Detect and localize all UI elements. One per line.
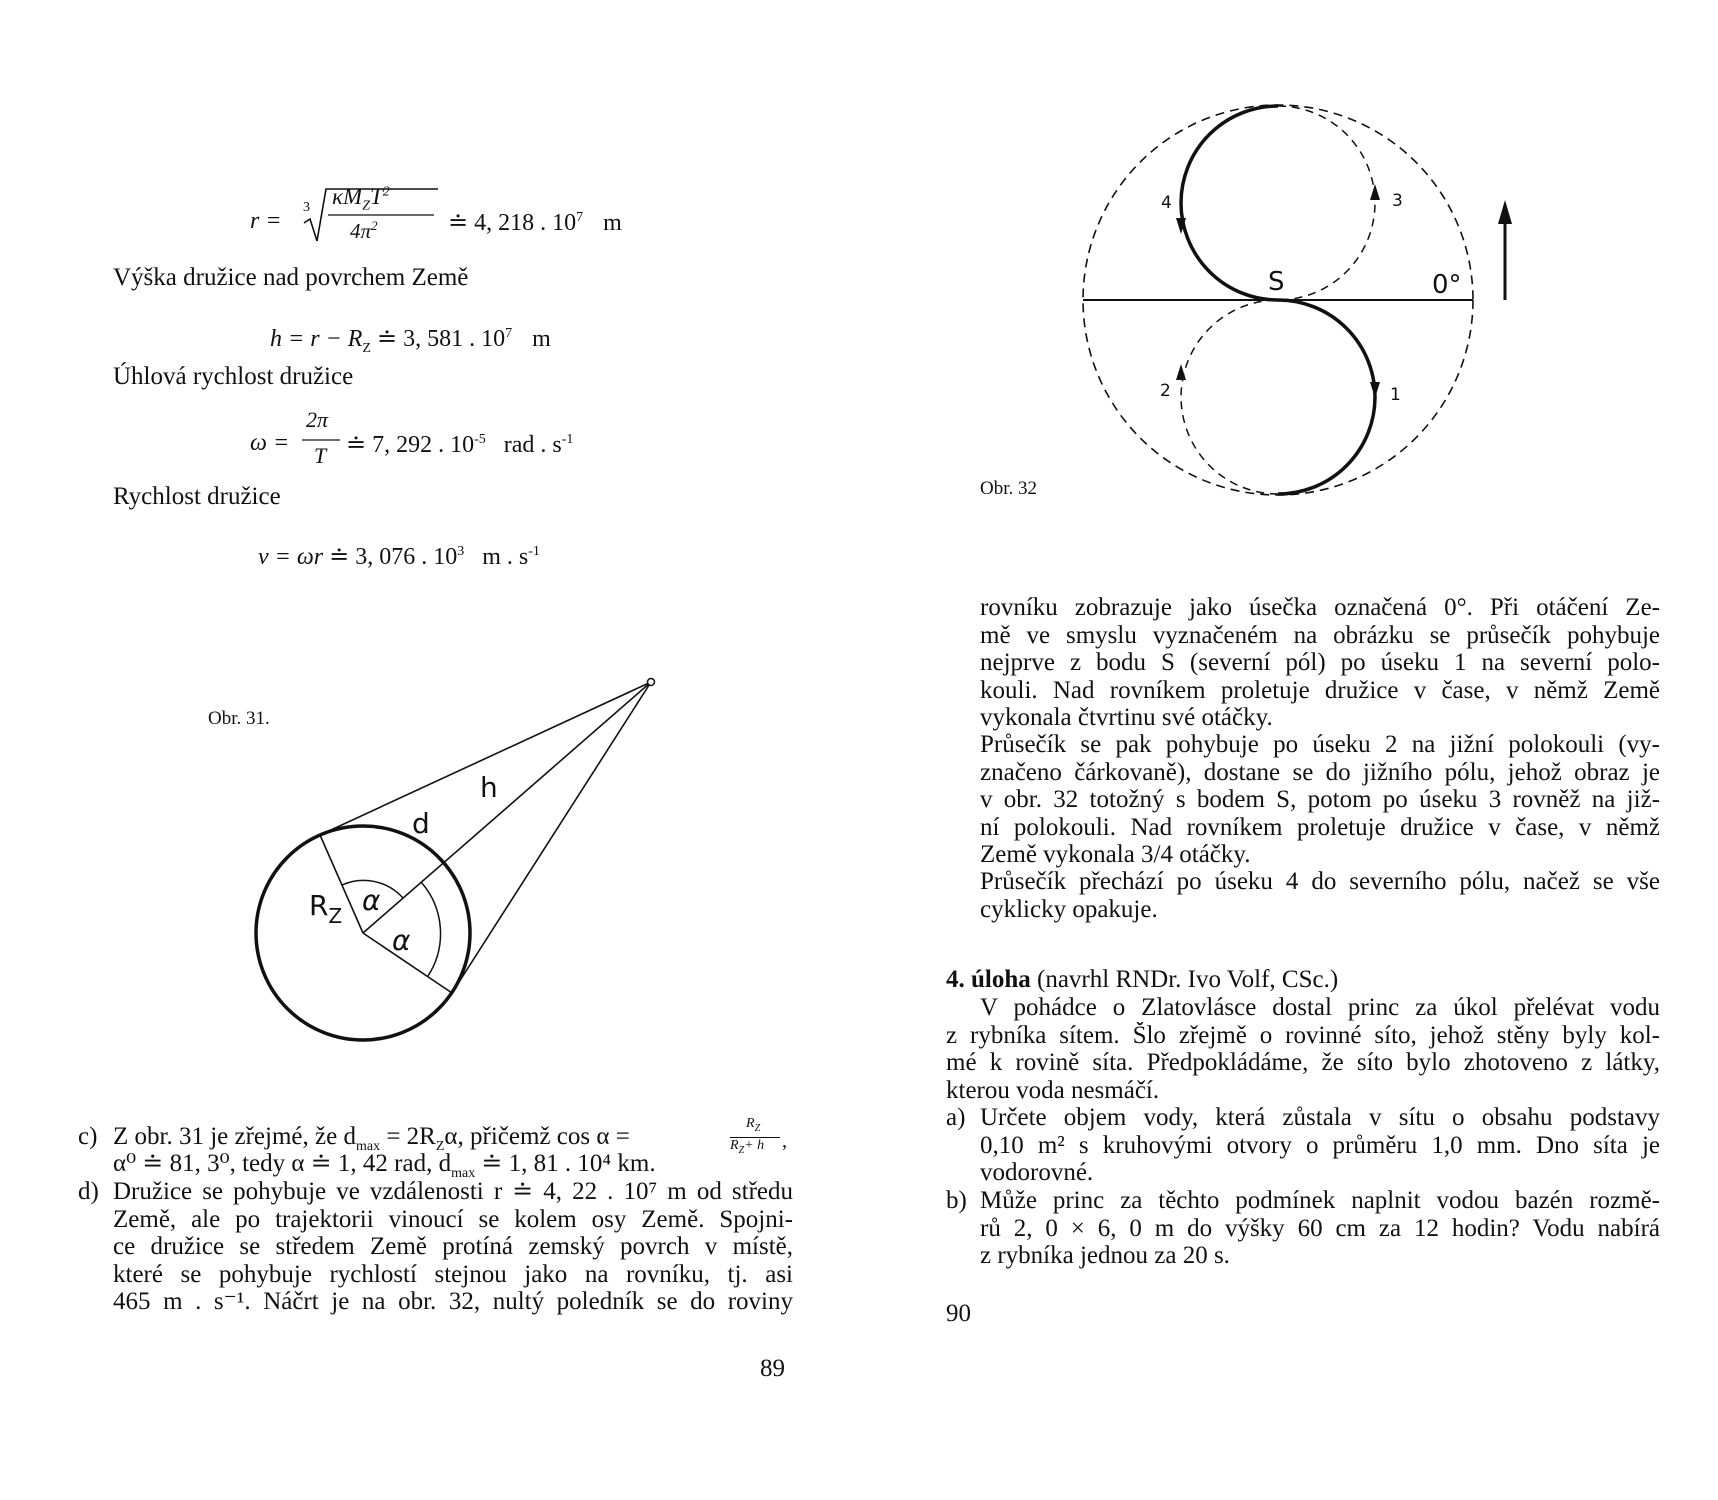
figure31 (240, 670, 670, 1070)
formula-r (250, 180, 622, 250)
label-4: 4 (1161, 193, 1172, 213)
segment-2 (1181, 300, 1278, 494)
task-b-line: Může princ za těchto podmínek naplnit vodou bazén rozmě- (980, 1187, 1660, 1214)
label-2: 2 (1160, 381, 1171, 401)
label-3: 3 (1392, 191, 1403, 211)
label-height: Výška družice nad povrchem Země (113, 264, 469, 291)
omega-lhs: ω = (250, 430, 290, 456)
task-author: (navrhl RNDr. Ivo Volf, CSc.) (1030, 966, 1339, 993)
center-satellite-line (363, 682, 651, 933)
task-intro-line: z rybníka sítem. Šlo zřejmě o rovinné síto, jehož stěny byly kol- (946, 1021, 1660, 1049)
task-b-text (980, 1187, 1660, 1270)
item-d-marker: d) (78, 1178, 99, 1205)
segment-4 (1181, 106, 1278, 300)
segment-3 (1278, 106, 1375, 300)
paragraph2-line: Země vykonala 3/4 otáčky. (980, 841, 1251, 868)
omega-fraction-bar (302, 438, 342, 442)
item-c-line2: α⁰ ≐ 81, 3⁰, tedy α ≐ 1, 42 rad, $d_{max}$ ≐ 1, 81 . 10⁴ km. (113, 1150, 656, 1181)
paragraph2 (980, 731, 1660, 869)
item-c-line1: Z obr. 31 je zřejmé, že $d_{max} = 2R_Z\alpha$, přičemž cos α = (113, 1123, 630, 1154)
rotation-arrowhead-icon (1498, 200, 1512, 224)
item-d-line: které se pohybuje rychlostí stejnou jako na rovníku, tj. asi (113, 1260, 793, 1288)
task-a-text (980, 1104, 1660, 1187)
paragraph1-line: kouli. Nad rovníkem proletuje družice v čase, v němž Země (980, 676, 1660, 704)
task-intro-line: kterou voda nesmáčí. (946, 1076, 1160, 1104)
formula-r-lhs: r = (250, 208, 282, 234)
label-1: 1 (1390, 385, 1401, 405)
task-b-marker: b) (946, 1187, 967, 1214)
paragraph1-line: vykonala čtvrtinu své otáčky. (980, 704, 1273, 731)
task-intro-line: V pohádce o Zlatovlásce dostal princ za úkol přelévat vodu (980, 994, 1660, 1021)
radicand-numerator: $\kappa M_ZT^2$ (332, 184, 390, 214)
task-heading (946, 966, 1338, 994)
formula-omega (250, 405, 610, 475)
item-d-line: ce družice se středem Země protíná zemský povrch v místě, (113, 1233, 793, 1260)
paragraph2-line: značeno čárkovaně), dostane se do jižního pólu, jehož obraz je (980, 758, 1660, 786)
formula-r-value: ≐ 4, 218 . $10^7$ m (448, 210, 622, 236)
label-omega: Úhlová rychlost družice (113, 363, 354, 390)
label-alpha2: α (392, 924, 411, 957)
paragraph3-line: Průsečík přechází po úseku 4 do severního pólu, načež se vše (980, 868, 1660, 895)
formula-v: v = ωr ≐ 3, 076 . $10^3$ m . $s^{-1}$ (258, 544, 540, 570)
label-h: h (480, 771, 498, 804)
paragraph1 (980, 594, 1660, 732)
task-a-line: Určete objem vody, která zůstala v sítu o obsahu podstavy (980, 1104, 1660, 1131)
item-d-text (113, 1178, 793, 1316)
item-c-marker: c) (78, 1123, 98, 1150)
arrow-2-icon (1176, 364, 1186, 380)
paragraph1-line: rovníku zobrazuje jako úsečka označená 0°. Při otáčení Ze- (980, 594, 1660, 621)
arrow-1-icon (1370, 382, 1380, 398)
paragraph1-line: nejprve z bodu S (severní pól) po úseku 1 na severní polo- (980, 649, 1660, 676)
root-index: 3 (303, 200, 310, 215)
omega-denominator: T (314, 443, 327, 468)
figure32-caption: Obr. 32 (980, 478, 1037, 499)
paragraph3-line: cyklicky opakuje. (980, 895, 1158, 923)
label-d: d (412, 807, 430, 840)
item-d-line: Družice se pohybuje ve vzdálenosti r ≐ 4, 22 . 10⁷ m od středu (113, 1178, 793, 1205)
task-title: 4. úloha (946, 966, 1031, 993)
label-R: $R_Z$ (309, 889, 343, 928)
formula-h: $h = r - R_Z$ ≐ 3, 581 . $10^7$ m (270, 326, 551, 356)
item-c-fraction: $R_Z$ $R_Z+ h$ , (730, 1116, 787, 1156)
task-intro-line: mé k rovině síta. Předpokládáme, že síto bylo zhotoveno z látky, (946, 1049, 1660, 1076)
item-d-line: 465 m . s⁻¹. Náčrt je na obr. 32, nultý poledník se do roviny (113, 1288, 793, 1315)
angle-arc-alpha2 (421, 882, 441, 976)
arrow-3-icon (1370, 184, 1380, 200)
label-S: S (1268, 267, 1285, 297)
paragraph2-line: ní polokouli. Nad rovníkem proletuje družice v čase, v němž (980, 813, 1660, 841)
paragraph1-line: mě ve smyslu vyznačeném na obrázku se průsečík pohybuje (980, 621, 1660, 649)
label-speed: Rychlost družice (113, 483, 281, 510)
page-number-right: 90 (946, 1300, 971, 1327)
paragraph2-line: Průsečík se pak pohybuje po úseku 2 na jižní polokouli (vy- (980, 731, 1660, 758)
task-b-line: rů 2, 0 × 6, 0 m do výšky 60 cm za 12 hodin? Vodu nabírá (980, 1214, 1660, 1242)
label-alpha1: α (362, 884, 381, 917)
task-intro (946, 994, 1660, 1104)
task-a-marker: a) (946, 1104, 966, 1131)
figure31-caption: Obr. 31. (208, 708, 270, 729)
task-b-line: z rybníka jednou za 20 s. (980, 1242, 1230, 1269)
task-a-line: vodorovné. (980, 1159, 1094, 1186)
figure32 (1060, 100, 1540, 510)
omega-numerator: 2π (306, 407, 329, 432)
item-d-line: Země, ale po trajektorii vinoucí se kolem osy Země. Spojni- (113, 1205, 793, 1233)
label-0deg: 0° (1432, 270, 1462, 300)
segment-1 (1278, 300, 1375, 494)
paragraph2-line: v obr. 32 totožný s bodem S, potom po úseku 3 rovněž na již- (980, 786, 1660, 813)
omega-value: ≐ 7, 292 . $10^{-5}$ rad . $s^{-1}$ (346, 432, 574, 458)
satellite-point (648, 679, 655, 686)
page-number-left: 89 (760, 1355, 785, 1382)
radicand-denominator: $4\pi^2$ (350, 218, 378, 243)
paragraph3 (980, 868, 1660, 923)
task-a-line: 0,10 m² s kruhovými otvory o průměru 1,0 mm. Dno síta je (980, 1131, 1660, 1159)
